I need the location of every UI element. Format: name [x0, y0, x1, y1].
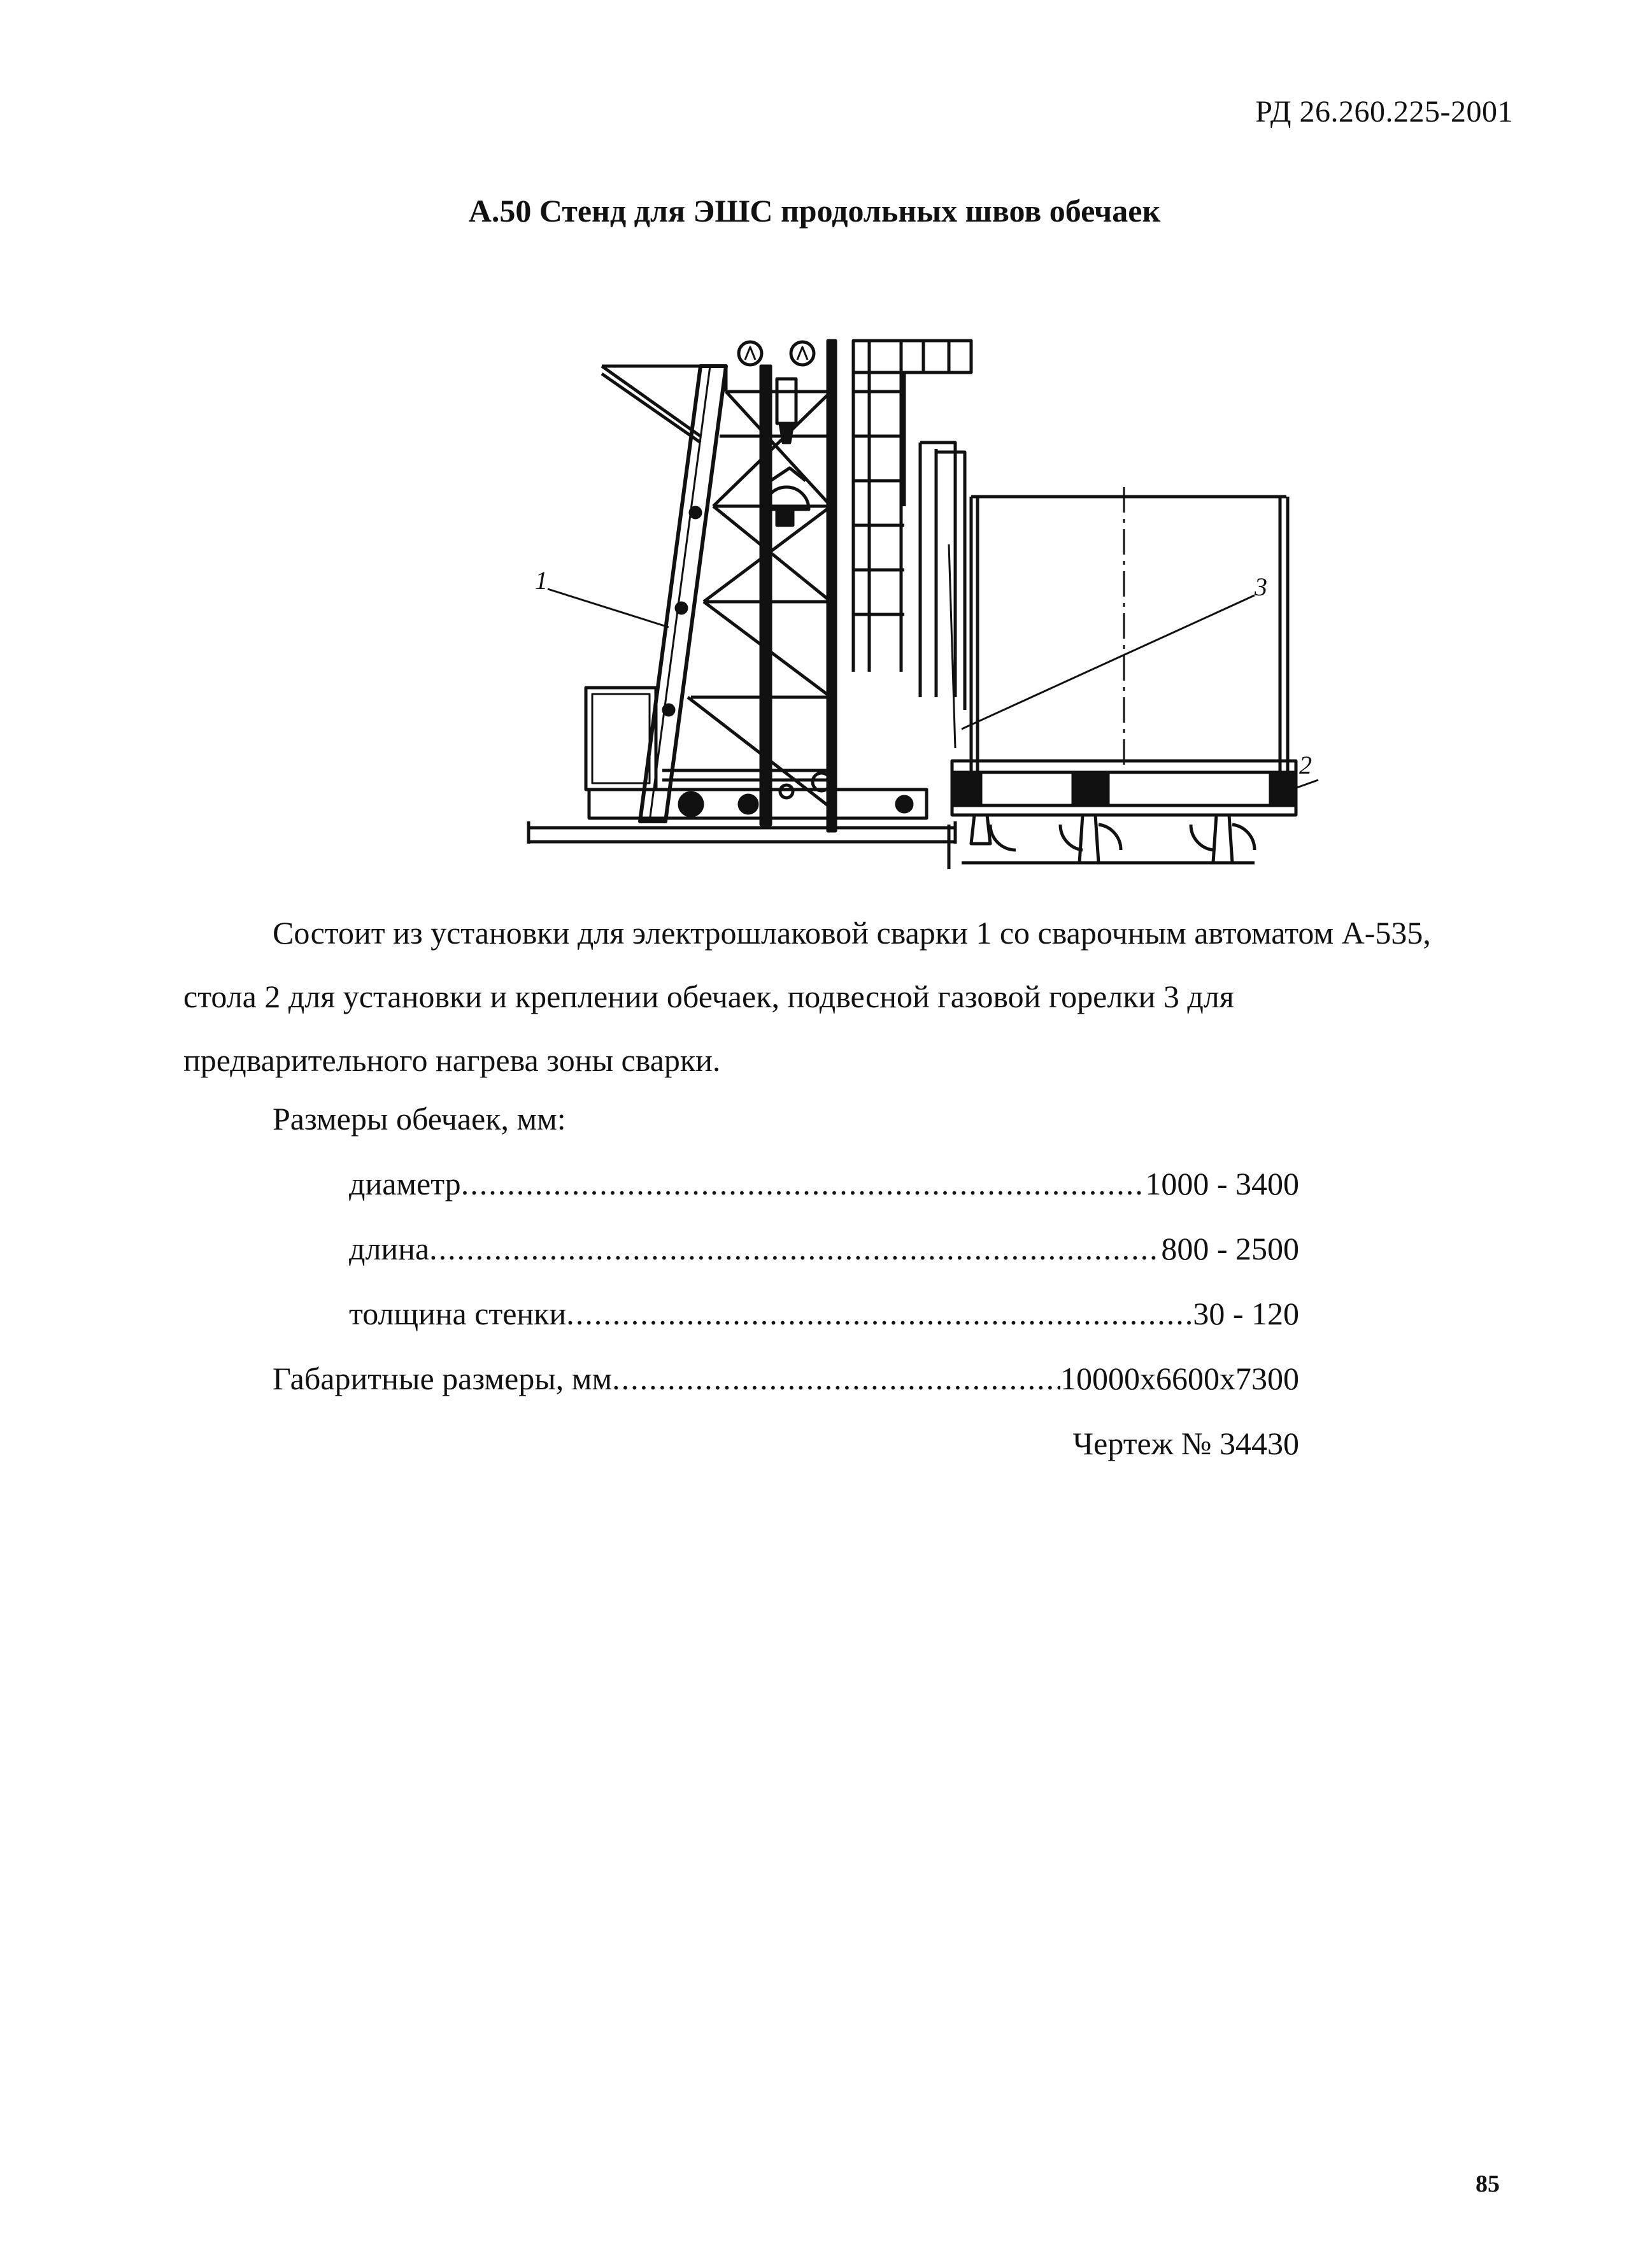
spec-label: длина [349, 1231, 430, 1266]
callout-1: 1 [535, 566, 548, 595]
technical-drawing [446, 315, 1325, 888]
spec-value: 800 - 2500 [1161, 1231, 1299, 1266]
page-number: 85 [1476, 2171, 1500, 2197]
dot-leader [461, 1165, 1146, 1202]
sizes-heading: Размеры обечаек, мм: [273, 1101, 566, 1137]
shell-and-table [949, 487, 1296, 869]
spec-row-overall-dimensions [273, 1360, 1299, 1397]
dot-leader [566, 1295, 1193, 1332]
spec-label: Габаритные размеры, мм [273, 1361, 613, 1396]
description-paragraph [183, 901, 1451, 1092]
spec-value: 30 - 120 [1193, 1296, 1299, 1331]
drawing-number: Чертеж № 34430 [1072, 1426, 1299, 1461]
dot-leader [429, 1230, 1161, 1267]
callout-2: 2 [1299, 751, 1312, 779]
spec-row-wall-thickness [349, 1295, 1299, 1332]
welding-installation [529, 341, 971, 844]
description-text: Состоит из установки для электрошлаковой сварки 1 со сварочным автоматом А-535, стола 2 для установки и креплении обечаек, подвесной газовой горелки 3 для предварительного нагрева зоны сварки. [183, 915, 1431, 1078]
callout-3: 3 [1255, 572, 1267, 601]
dot-leader [612, 1360, 1060, 1397]
spec-label: диаметр [349, 1166, 461, 1201]
spec-row-length [349, 1230, 1299, 1267]
spec-value: 1000 - 3400 [1145, 1166, 1299, 1201]
spec-value: 10000х6600х7300 [1060, 1361, 1299, 1396]
page-title: А.50 Стенд для ЭШС продольных швов обечаек [468, 193, 1161, 229]
spec-row-diameter [349, 1165, 1299, 1202]
leader-lines [548, 589, 1318, 796]
document-code: РД 26.260.225-2001 [1255, 95, 1513, 129]
spec-label: толщина стенки [349, 1296, 567, 1331]
